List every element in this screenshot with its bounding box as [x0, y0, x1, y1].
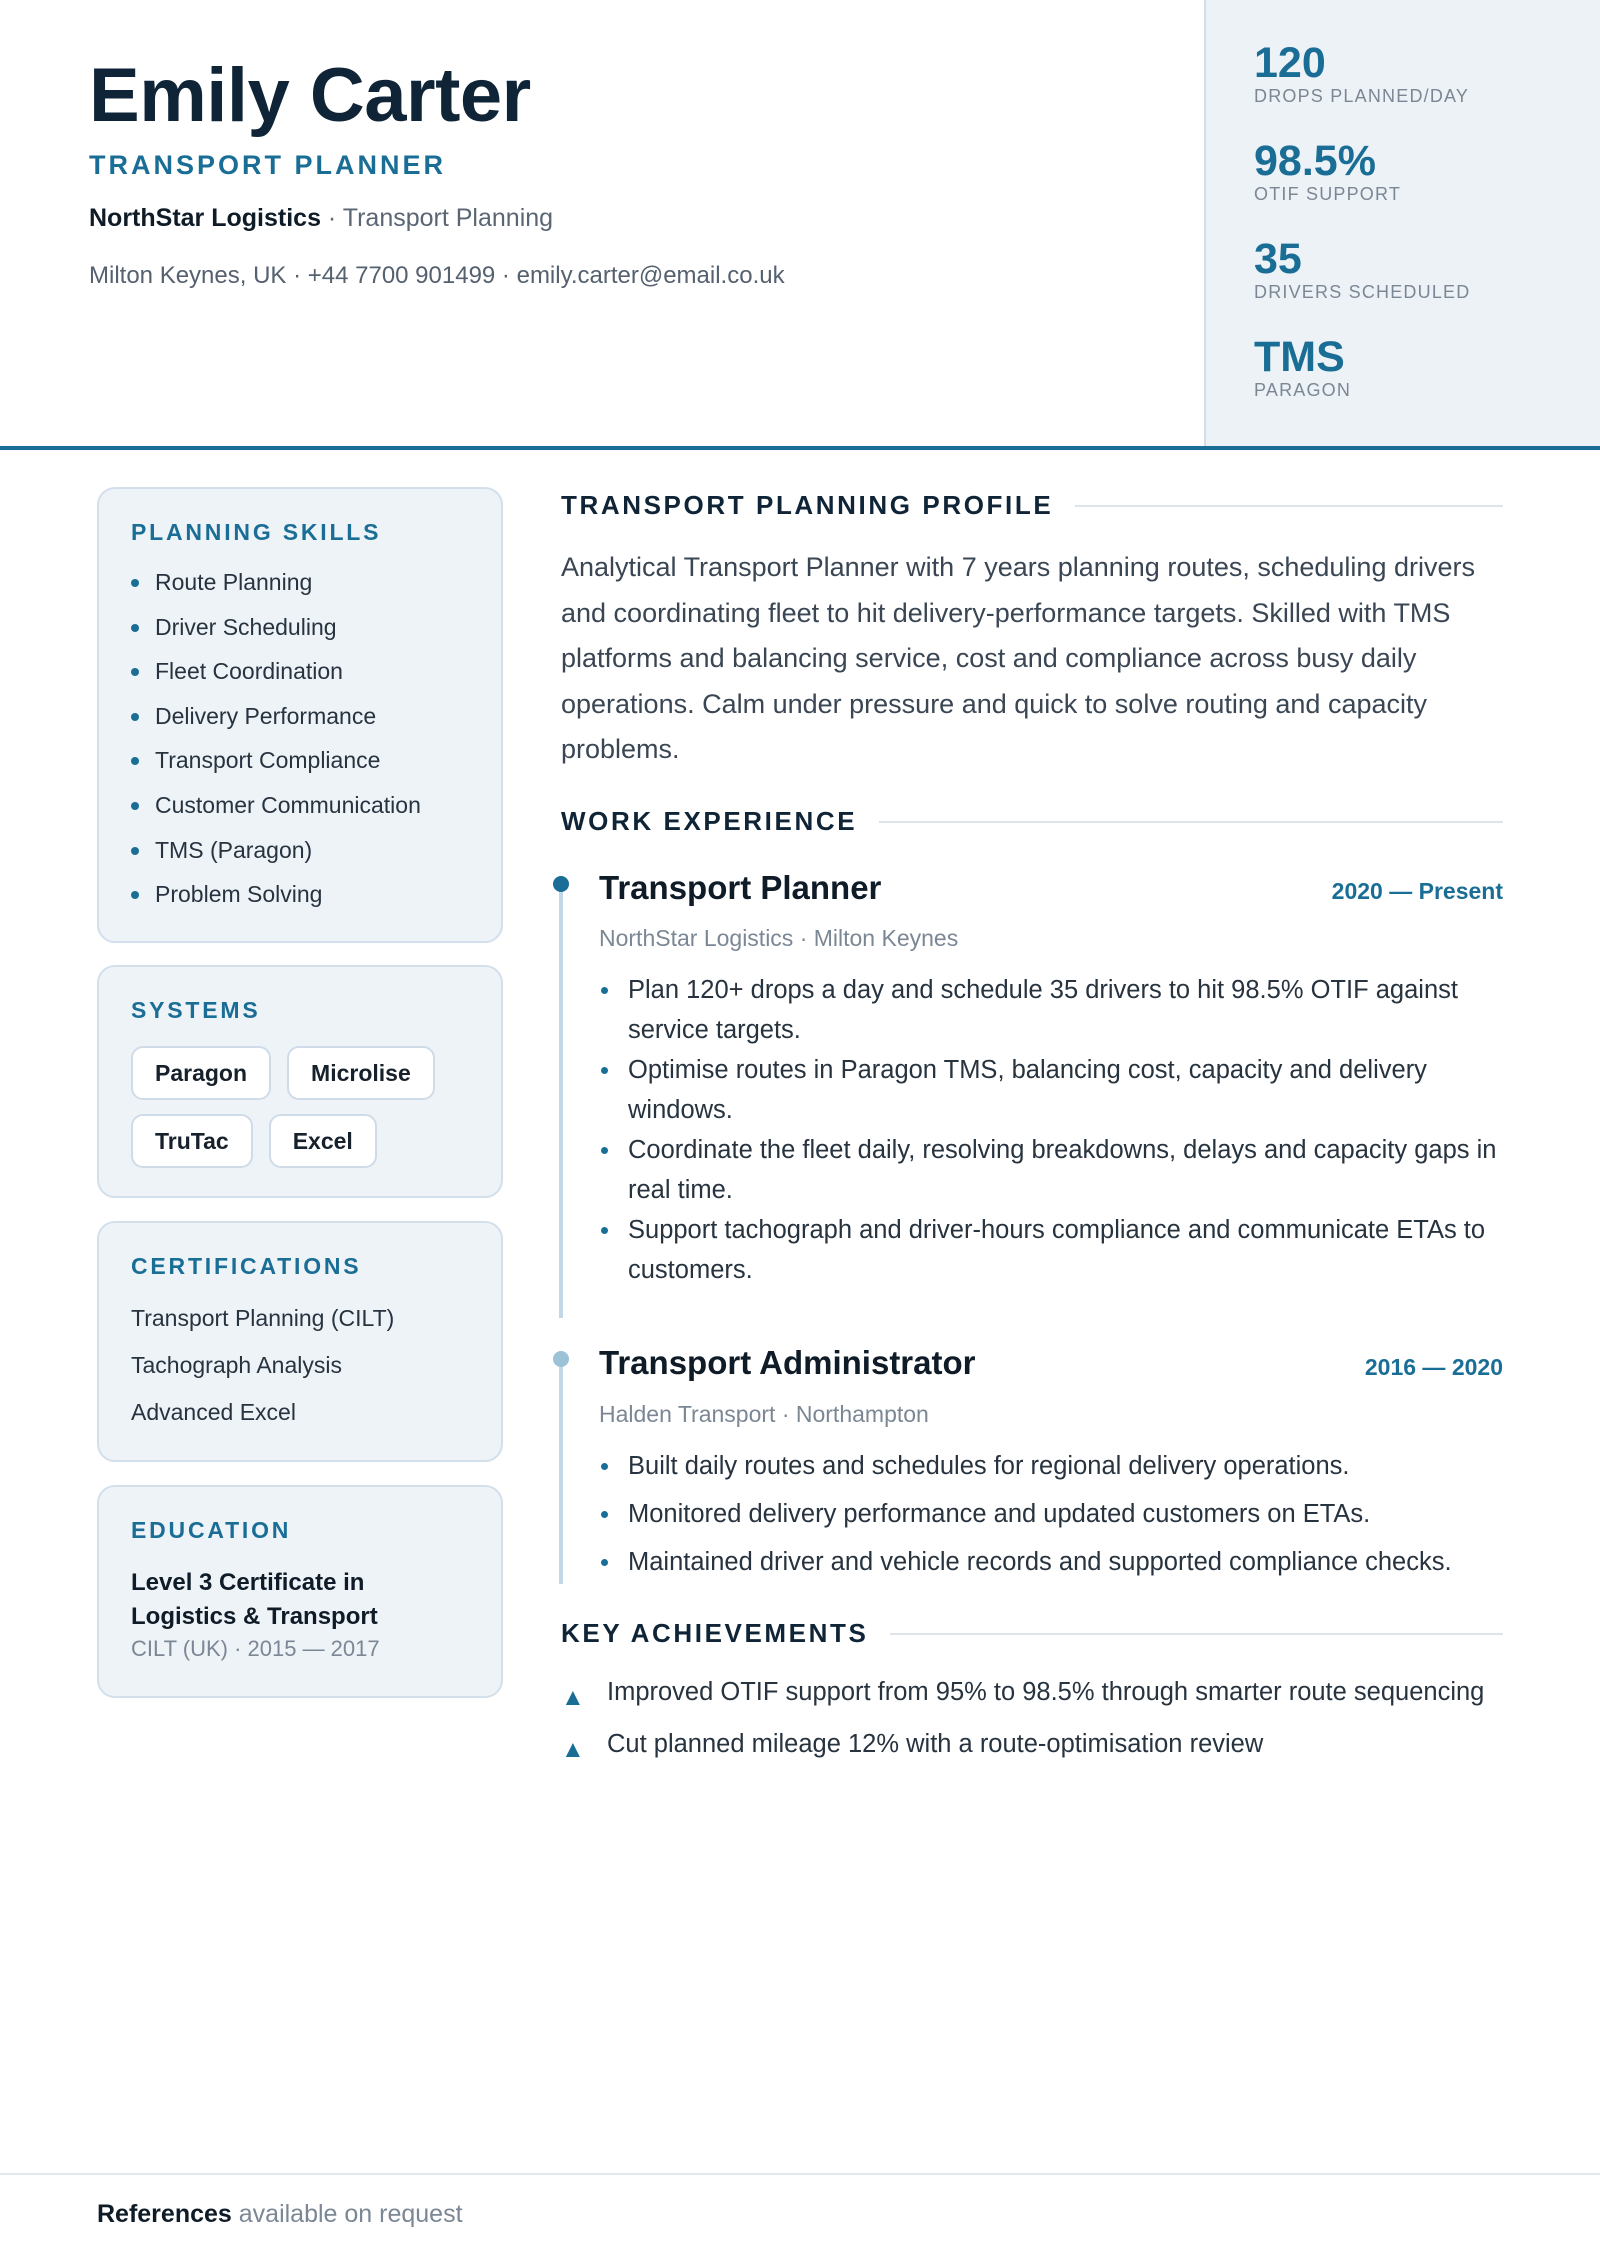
- skill-item: Fleet Coordination: [131, 657, 469, 702]
- stat-drivers: [1254, 234, 1600, 332]
- achievements-title: KEY ACHIEVEMENTS: [561, 1618, 869, 1648]
- timeline-dot-past: [553, 1351, 569, 1367]
- profile-title: TRANSPORT PLANNING PROFILE: [561, 490, 1054, 520]
- job-bullet: Built daily routes and schedules for regional delivery operations.: [599, 1446, 1504, 1486]
- stat-otif: [1254, 136, 1600, 234]
- systems-chips: [131, 1046, 469, 1168]
- job-role: TRANSPORT PLANNER: [89, 150, 447, 180]
- timeline-line-past: [559, 1352, 563, 1584]
- skill-item: Driver Scheduling: [131, 613, 469, 658]
- stats-panel: [1204, 0, 1600, 446]
- certification-item: Transport Planning (CILT): [131, 1305, 395, 1331]
- certification-item: Tachograph Analysis: [131, 1352, 342, 1378]
- resume-header: [0, 0, 1600, 450]
- department: Transport Planning: [342, 204, 554, 232]
- triangle-up-icon: ▲: [561, 1736, 585, 1763]
- job-dates: 2016 — 2020: [1364, 1354, 1503, 1380]
- triangle-up-icon: ▲: [561, 1684, 585, 1711]
- experience-title: WORK EXPERIENCE: [561, 806, 858, 836]
- certifications-list: [131, 1304, 469, 1445]
- education-degree: Level 3 Certificate in Logistics & Transport: [131, 1569, 378, 1630]
- job-org: NorthStar Logistics · Milton Keynes: [599, 925, 959, 951]
- job-bullet: Support tachograph and driver-hours compliance and communicate ETAs to customers.: [599, 1210, 1504, 1290]
- education-meta: CILT (UK) · 2015 — 2017: [131, 1636, 380, 1661]
- job-bullets: [599, 1446, 1504, 1582]
- timeline-line-current: [559, 876, 563, 1318]
- job-bullet: Monitored delivery performance and updated customers on ETAs.: [599, 1494, 1504, 1534]
- job-bullet: Maintained driver and vehicle records and supported compliance checks.: [599, 1542, 1504, 1582]
- systems-card: [97, 965, 503, 1198]
- certifications-card: [97, 1221, 503, 1462]
- skills-title: PLANNING SKILLS: [131, 519, 382, 545]
- skill-item: TMS (Paragon): [131, 836, 469, 881]
- stat-tms: [1254, 332, 1600, 430]
- section-divider: [890, 1633, 1503, 1635]
- skills-list: [131, 568, 469, 925]
- achievement-item: [561, 1672, 1501, 1712]
- job-title: Transport Planner: [599, 869, 882, 906]
- contact-details: Milton Keynes, UK · +44 7700 901499 · emily.carter@email.co.uk: [89, 262, 785, 289]
- job-bullet: Coordinate the fleet daily, resolving breakdowns, delays and capacity gaps in real time.: [599, 1130, 1504, 1210]
- certification-item: Advanced Excel: [131, 1399, 296, 1425]
- skills-card: [97, 487, 503, 943]
- system-chip: Microlise: [287, 1046, 435, 1100]
- job-bullets: [599, 970, 1504, 1290]
- achievement-text: Cut planned mileage 12% with a route-optimisation review: [607, 1730, 1264, 1758]
- stat-value: TMS: [1254, 333, 1345, 381]
- experience-heading: [561, 806, 1503, 837]
- stat-value: 120: [1254, 39, 1326, 87]
- system-chip: Paragon: [131, 1046, 271, 1100]
- references-note: [97, 2200, 463, 2229]
- achievement-text: Improved OTIF support from 95% to 98.5% through smarter route sequencing: [607, 1678, 1485, 1706]
- section-divider: [1075, 505, 1503, 507]
- current-company: NorthStar Logistics: [89, 204, 321, 232]
- systems-title: SYSTEMS: [131, 997, 261, 1023]
- candidate-name: Emily Carter: [89, 53, 531, 138]
- job-dates: 2020 — Present: [1331, 878, 1503, 904]
- separator: ·: [320, 204, 343, 232]
- skill-item: Problem Solving: [131, 880, 469, 925]
- achievement-item: [561, 1724, 1501, 1764]
- stat-drops: [1254, 38, 1600, 136]
- job-bullet: Optimise routes in Paragon TMS, balancing cost, capacity and delivery windows.: [599, 1050, 1504, 1130]
- education-card: [97, 1485, 503, 1698]
- section-divider: [879, 821, 1503, 823]
- skill-item: Delivery Performance: [131, 702, 469, 747]
- profile-heading: [561, 490, 1503, 521]
- system-chip: Excel: [269, 1114, 377, 1168]
- stat-label: OTIF SUPPORT: [1254, 184, 1402, 204]
- skill-item: Customer Communication: [131, 791, 469, 836]
- achievements-heading: [561, 1618, 1503, 1649]
- references-text: available on request: [231, 2200, 463, 2228]
- skill-item: Route Planning: [131, 568, 469, 613]
- stat-label: PARAGON: [1254, 380, 1352, 400]
- timeline-dot-current: [553, 876, 569, 892]
- achievements-list: [561, 1672, 1501, 1776]
- skill-item: Transport Compliance: [131, 746, 469, 791]
- current-company-line: [89, 204, 553, 233]
- job-bullet: Plan 120+ drops a day and schedule 35 drivers to hit 98.5% OTIF against service targets.: [599, 970, 1504, 1050]
- profile-text: Analytical Transport Planner with 7 years planning routes, scheduling drivers and coordinating fleet to hit delivery-performance targets. Skilled with TMS platforms and balancing service, cost and compliance across busy daily operations. Calm under pressure and quick to solve routing and capacity problems.: [561, 552, 1475, 764]
- job-title: Transport Administrator: [599, 1344, 976, 1381]
- education-title: EDUCATION: [131, 1517, 292, 1543]
- references-label: References: [97, 2200, 232, 2228]
- job-org: Halden Transport · Northampton: [599, 1401, 929, 1427]
- stat-value: 35: [1254, 235, 1302, 283]
- system-chip: TruTac: [131, 1114, 253, 1168]
- stat-label: DRIVERS SCHEDULED: [1254, 282, 1471, 302]
- stat-label: DROPS PLANNED/DAY: [1254, 86, 1470, 106]
- certifications-title: CERTIFICATIONS: [131, 1253, 362, 1279]
- footer-divider: [0, 2173, 1600, 2175]
- stat-value: 98.5%: [1254, 137, 1376, 185]
